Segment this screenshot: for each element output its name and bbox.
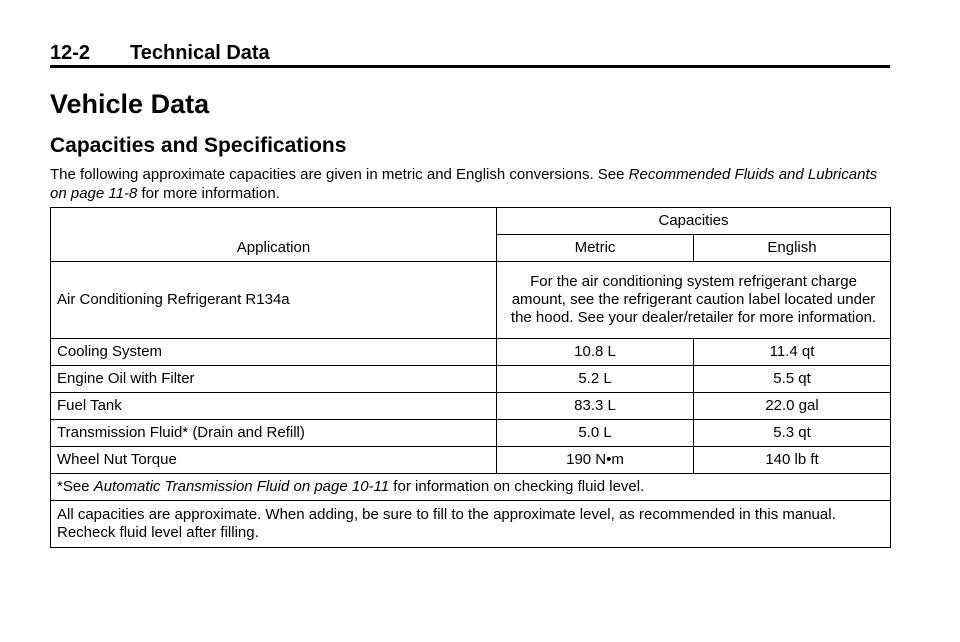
page-number: 12-2 (50, 42, 91, 64)
cell-ac-note: For the air conditioning system refrigerant charge amount, see the refrigerant caution label located under the hood. See your dealer/retailer for more information. (497, 262, 891, 339)
header-rule (50, 65, 890, 68)
table-row (51, 339, 891, 366)
running-header (50, 42, 890, 64)
header-metric: Metric (497, 235, 694, 262)
cell-application: Transmission Fluid* (Drain and Refill) (51, 420, 497, 447)
cell-application: Cooling System (51, 339, 497, 366)
cell-application: Engine Oil with Filter (51, 366, 497, 393)
header-application: Application (51, 208, 497, 262)
footnote-text-end: for information on checking fluid level. (389, 478, 645, 495)
page-title: Vehicle Data (50, 89, 210, 119)
general-note-row (51, 501, 891, 548)
table-header-row (51, 208, 891, 235)
cell-metric: 83.3 L (497, 393, 694, 420)
table-row (51, 393, 891, 420)
footnote-crossref-link[interactable]: Automatic Transmission Fluid on page 10-11 (93, 478, 390, 495)
cell-metric: 10.8 L (497, 339, 694, 366)
header-capacities: Capacities (497, 208, 891, 235)
cell-application: Air Conditioning Refrigerant R134a (51, 262, 497, 339)
cell-english: 11.4 qt (694, 339, 891, 366)
cell-metric: 5.0 L (497, 420, 694, 447)
cell-english: 5.3 qt (694, 420, 891, 447)
table-row (51, 420, 891, 447)
footnote-cell (51, 474, 891, 501)
cell-metric: 5.2 L (497, 366, 694, 393)
capacities-table (50, 207, 891, 548)
cell-english: 22.0 gal (694, 393, 891, 420)
intro-text: The following approximate capacities are given in metric and English conversions. See (50, 166, 629, 183)
intro-crossref-link[interactable]: Recommended Fluids and Lubricants on page 11-8 (50, 166, 878, 202)
table-row (51, 262, 891, 339)
header-english: English (694, 235, 891, 262)
section-heading: Capacities and Specifications (50, 134, 347, 157)
cell-english: 140 lb ft (694, 447, 891, 474)
footnote-row (51, 474, 891, 501)
cell-metric: 190 N•m (497, 447, 694, 474)
table-row (51, 447, 891, 474)
cell-english: 5.5 qt (694, 366, 891, 393)
general-note-cell: All capacities are approximate. When adding, be sure to fill to the approximate level, as recommended in this manual. Recheck fluid level after filling. (51, 501, 891, 548)
intro-paragraph (50, 165, 890, 203)
section-title: Technical Data (130, 42, 270, 64)
footnote-text: *See (57, 478, 94, 495)
cell-application: Wheel Nut Torque (51, 447, 497, 474)
intro-text-end: for more information. (137, 185, 280, 202)
table-row (51, 366, 891, 393)
cell-application: Fuel Tank (51, 393, 497, 420)
